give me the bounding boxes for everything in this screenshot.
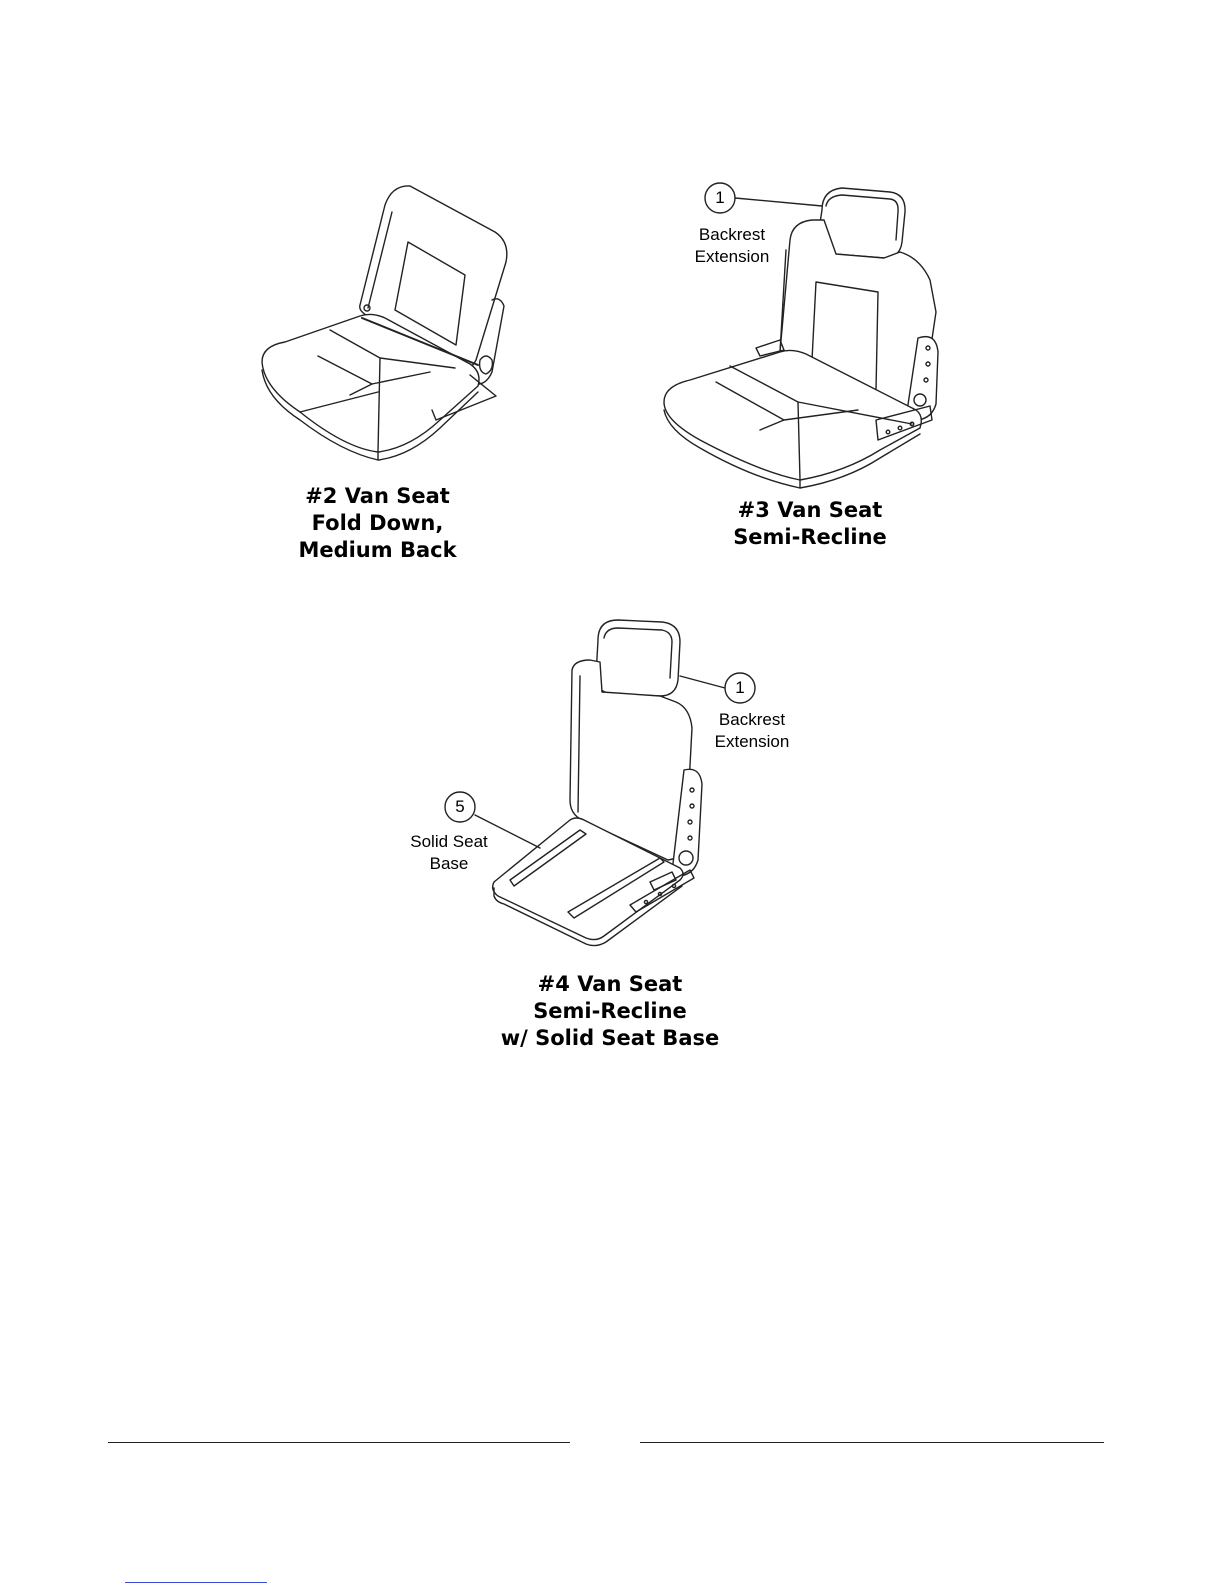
- callout-label-line: Extension: [714, 732, 790, 751]
- footer-link-underline[interactable]: [125, 1582, 267, 1583]
- footer-rule-right: [640, 1442, 1104, 1443]
- callout-number-fig3-1: 1: [715, 188, 725, 207]
- seat-4-illustration: [445, 620, 755, 946]
- callout-label-backrest-extension-fig3: [682, 224, 782, 268]
- callout-number-fig4-1: 1: [735, 678, 745, 697]
- figure-2-caption: [250, 483, 505, 564]
- figure-3-caption: [690, 497, 930, 551]
- caption-line: Semi-Recline: [533, 999, 687, 1023]
- caption-line: #4 Van Seat: [537, 972, 683, 996]
- seat-2-illustration: [262, 186, 507, 460]
- caption-line: Semi-Recline: [733, 525, 887, 549]
- callout-label-line: Backrest: [698, 225, 766, 244]
- callout-label-solid-seat-base: [399, 831, 499, 875]
- caption-line: Fold Down,: [311, 511, 444, 535]
- caption-line: #3 Van Seat: [737, 498, 883, 522]
- callout-label-line: Solid Seat: [410, 832, 488, 851]
- caption-line: Medium Back: [298, 538, 457, 562]
- caption-line: w/ Solid Seat Base: [500, 1026, 720, 1050]
- callout-label-line: Base: [429, 854, 469, 873]
- footer-rule-left: [108, 1442, 570, 1443]
- callout-label-line: Extension: [694, 247, 770, 266]
- caption-line: #2 Van Seat: [305, 484, 450, 508]
- callout-number-fig4-5: 5: [455, 797, 465, 816]
- callout-label-line: Backrest: [718, 710, 786, 729]
- callout-label-backrest-extension-fig4: [702, 709, 802, 753]
- figure-4-caption: [470, 971, 750, 1052]
